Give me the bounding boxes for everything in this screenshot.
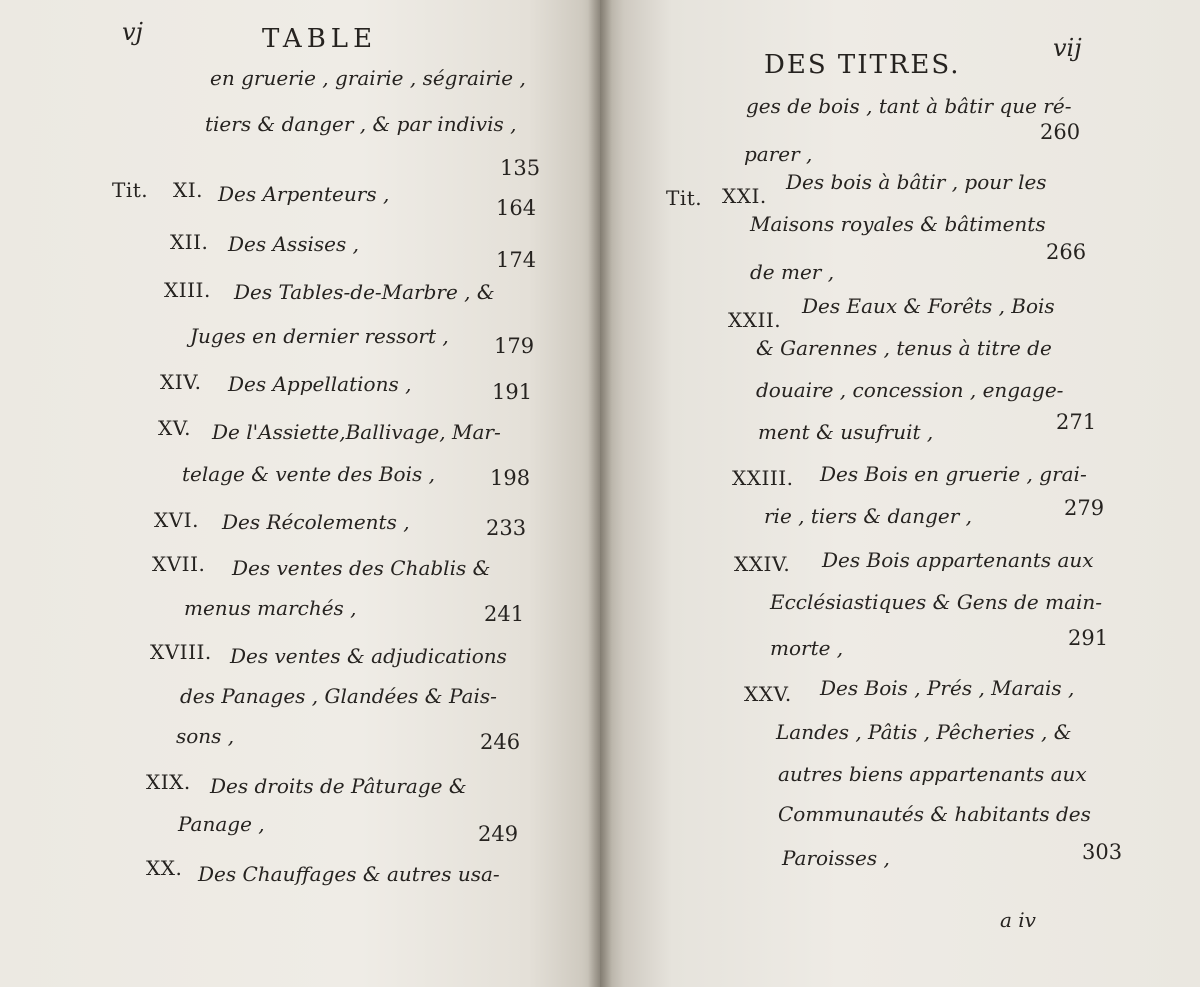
- entry-title: morte ,: [770, 636, 844, 660]
- continuation-line: parer ,: [744, 142, 813, 166]
- continuation-line: en gruerie , grairie , ségrairie ,: [210, 66, 526, 90]
- entry-title: Des Chauffages & autres usa-: [198, 862, 500, 886]
- entry-title: Juges en dernier ressort ,: [190, 324, 449, 348]
- entry-numeral: XX.: [146, 856, 183, 880]
- entry-title: Des Assises ,: [228, 232, 359, 256]
- entry-numeral: XXI.: [722, 184, 767, 208]
- entry-title: Des Bois appartenants aux: [822, 548, 1094, 572]
- entry-title: Des ventes des Chablis &: [232, 556, 491, 580]
- entry-numeral: XXIII.: [732, 466, 794, 490]
- book-gutter: [588, 0, 612, 987]
- page-ref: 279: [1064, 496, 1105, 520]
- entry-title: Des Eaux & Forêts , Bois: [802, 294, 1055, 318]
- right-page-number: vij: [1053, 34, 1082, 62]
- page-ref: 291: [1068, 626, 1109, 650]
- entry-title: autres biens appartenants aux: [778, 762, 1087, 786]
- page-ref: 271: [1056, 410, 1097, 434]
- page-ref: 179: [494, 334, 535, 358]
- continuation-line: ges de bois , tant à bâtir que ré-: [746, 94, 1072, 118]
- entry-title: sons ,: [176, 724, 235, 748]
- entry-numeral: XIV.: [160, 370, 202, 394]
- right-running-head: DES TITRES.: [764, 50, 961, 80]
- entry-title: De l'Assiette,Ballivage, Mar-: [212, 420, 501, 444]
- entry-numeral: XIII.: [164, 278, 211, 302]
- entry-title: Maisons royales & bâtiments: [750, 212, 1046, 236]
- entry-numeral: XXII.: [728, 308, 782, 332]
- entry-title: Des ventes & adjudications: [230, 644, 507, 668]
- entry-title: Paroisses ,: [782, 846, 890, 870]
- entry-numeral: XVIII.: [150, 640, 212, 664]
- entry-title: rie , tiers & danger ,: [764, 504, 972, 528]
- entry-title: Landes , Pâtis , Pêcheries , &: [776, 720, 1072, 744]
- entry-numeral: XXV.: [744, 682, 792, 706]
- page-ref: 174: [496, 248, 537, 272]
- signature-mark: a iv: [1000, 908, 1036, 932]
- entry-title: ment & usufruit ,: [758, 420, 934, 444]
- entry-title: Des Appellations ,: [228, 372, 412, 396]
- page-ref: 241: [484, 602, 525, 626]
- entry-title: Ecclésiastiques & Gens de main-: [770, 590, 1103, 614]
- entry-title: Des Bois en gruerie , grai-: [820, 462, 1087, 486]
- entry-prefix: Tit.: [112, 178, 149, 202]
- entry-title: telage & vente des Bois ,: [182, 462, 435, 486]
- entry-title: Des bois à bâtir , pour les: [786, 170, 1047, 194]
- entry-title: douaire , concession , engage-: [756, 378, 1064, 402]
- entry-numeral: XIX.: [146, 770, 191, 794]
- entry-title: Des Arpenteurs ,: [218, 182, 390, 206]
- page-ref: 266: [1046, 240, 1087, 264]
- right-page: [600, 0, 1200, 987]
- continuation-line: tiers & danger , & par indivis ,: [205, 112, 517, 136]
- page-ref: 135: [500, 156, 541, 180]
- entry-title: Panage ,: [178, 812, 265, 836]
- left-running-head: TABLE: [262, 24, 378, 54]
- entry-numeral: XVI.: [154, 508, 199, 532]
- entry-title: Communautés & habitants des: [778, 802, 1091, 826]
- left-page-number: vj: [122, 18, 143, 46]
- entry-prefix: Tit.: [666, 186, 703, 210]
- entry-numeral: XVII.: [152, 552, 206, 576]
- entry-title: des Panages , Glandées & Pais-: [180, 684, 497, 708]
- entry-title: Des droits de Pâturage &: [210, 774, 467, 798]
- page-ref: 233: [486, 516, 527, 540]
- entry-title: Des Tables-de-Marbre , &: [234, 280, 495, 304]
- page-ref: 198: [490, 466, 531, 490]
- page-ref: 303: [1082, 840, 1123, 864]
- entry-numeral: XV.: [158, 416, 192, 440]
- page-ref: 246: [480, 730, 521, 754]
- entry-numeral: XI.: [173, 178, 203, 202]
- page-ref: 191: [492, 380, 533, 404]
- entry-title: Des Bois , Prés , Marais ,: [820, 676, 1075, 700]
- entry-title: de mer ,: [750, 260, 835, 284]
- entry-title: & Garennes , tenus à titre de: [756, 336, 1052, 360]
- entry-numeral: XXIV.: [734, 552, 791, 576]
- page-ref: 164: [496, 196, 537, 220]
- entry-title: menus marchés ,: [184, 596, 357, 620]
- page-ref: 249: [478, 822, 519, 846]
- page-ref: 260: [1040, 120, 1081, 144]
- entry-title: Des Récolements ,: [222, 510, 410, 534]
- entry-numeral: XII.: [170, 230, 209, 254]
